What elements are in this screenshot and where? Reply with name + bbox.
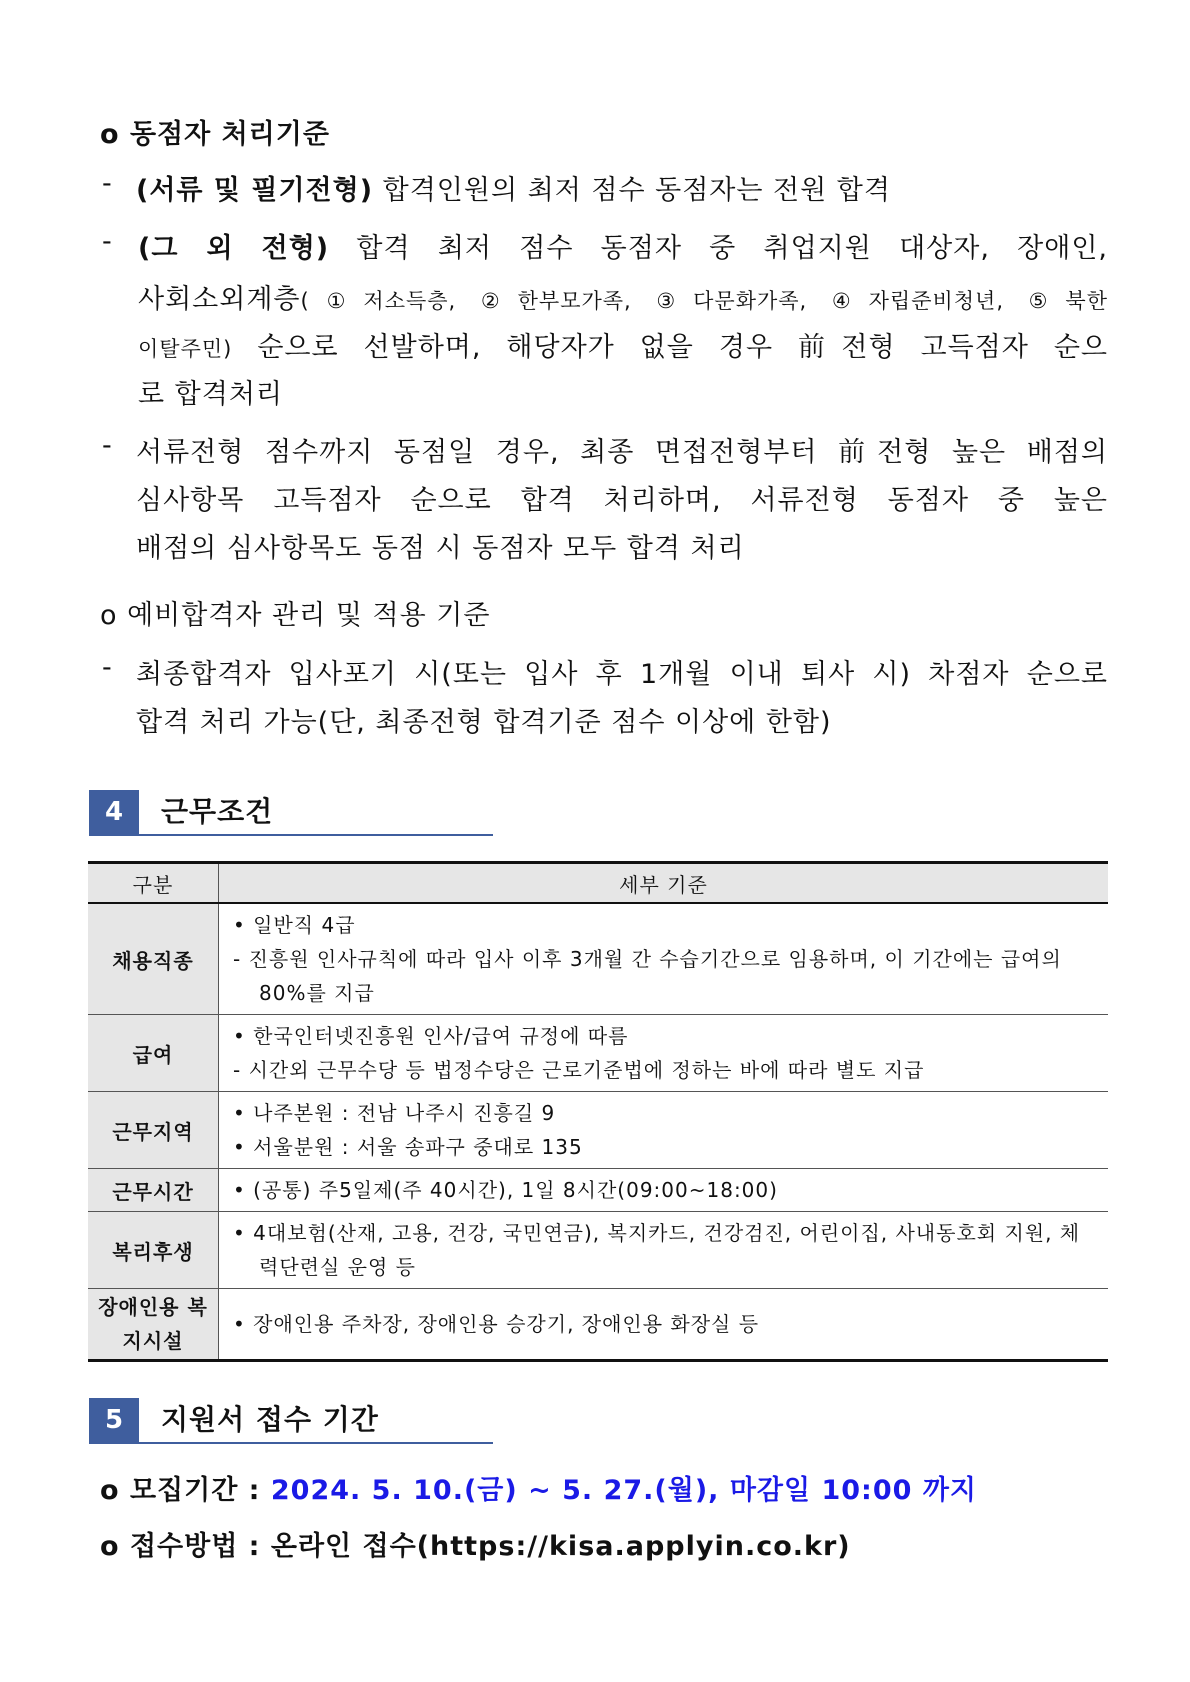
- tie-rule-2-line2: [138, 277, 1108, 316]
- table-row: [88, 903, 1108, 1015]
- row-label: 채용직종: [88, 903, 219, 1015]
- row-line: - 진흥원 인사규칙에 따라 입사 이후 3개월 간 수습기간으로 임용하며, 이 기간에는 급여의 80%를 지급: [233, 947, 1062, 1005]
- period-label: o 모집기간 :: [100, 1475, 271, 1506]
- tie-rule-2-line3: [138, 325, 1108, 364]
- application-method: [100, 1524, 851, 1563]
- row-line: • 한국인터넷진흥원 인사/급여 규정에 따름: [233, 1024, 629, 1048]
- dash-marker: -: [102, 430, 112, 461]
- tie-rule-1-bold: (서류 및 필기전형): [136, 175, 374, 206]
- reserve-line1: 최종합격자 입사포기 시(또는 입사 후 1개월 이내 퇴사 시) 차점자 순으로: [136, 659, 1108, 690]
- row-label: 장애인용 복지시설: [88, 1289, 219, 1361]
- table-row: [88, 1092, 1108, 1169]
- section-underline: [89, 834, 493, 836]
- section-title: 지원서 접수 기간: [161, 1403, 379, 1436]
- row-content: [219, 1289, 1109, 1361]
- dash-marker: -: [102, 226, 112, 257]
- period-value: 2024. 5. 10.(금) ~ 5. 27.(월), 마감일 10:00 까지: [270, 1475, 977, 1506]
- row-line: • 나주본원 : 전남 나주시 진흥길 9: [233, 1101, 556, 1125]
- row-content: [219, 903, 1109, 1015]
- row-content: [219, 1015, 1109, 1092]
- row-label: 복리후생: [88, 1212, 219, 1289]
- row-line: - 시간외 근무수당 등 법정수당은 근로기준법에 정하는 바에 따라 별도 지급: [233, 1058, 925, 1082]
- row-label: 급여: [88, 1015, 219, 1092]
- method-value: 온라인 접수(https://kisa.applyin.co.kr): [270, 1531, 851, 1562]
- row-line: • 장애인용 주차장, 장애인용 승강기, 장애인용 화장실 등: [233, 1312, 760, 1336]
- table-row: [88, 1212, 1108, 1289]
- tie-rule-2-line4: 로 합격처리: [138, 379, 283, 410]
- row-line: • (공통) 주5일제(주 40시간), 1일 8시간(09:00~18:00): [233, 1178, 778, 1202]
- row-content: [219, 1092, 1109, 1169]
- table-row: [88, 1289, 1108, 1361]
- table-row: [88, 1015, 1108, 1092]
- tie-rule-2-bold: (그 외 전형): [138, 233, 330, 264]
- row-label: 근무시간: [88, 1169, 219, 1212]
- application-period: [100, 1468, 977, 1507]
- tie-rule-2-text: 합격 최저 점수 동점자 중 취업지원 대상자, 장애인,: [329, 233, 1108, 264]
- tie-rule-2-line1: [138, 226, 1108, 265]
- dash-marker: -: [102, 168, 112, 199]
- reserve-line2: 합격 처리 가능(단, 최종전형 합격기준 점수 이상에 한함): [136, 707, 832, 738]
- working-conditions-table: [88, 861, 1108, 1362]
- section-title: 근무조건: [161, 795, 274, 828]
- table-row: [88, 1169, 1108, 1212]
- tie-rule-3-line2: 심사항목 고득점자 순으로 합격 처리하며, 서류전형 동점자 중 높은: [136, 485, 1108, 516]
- table-header-category: 구분: [88, 863, 219, 904]
- reserve-title: o 예비합격자 관리 및 적용 기준: [100, 600, 491, 631]
- tie-rule-2-groups-list: (①저소득층, ②한부모가족, ③다문화가족, ④자립준비청년, ⑤북한: [300, 289, 1108, 313]
- dash-marker: -: [102, 652, 112, 683]
- tie-rules-title: o 동점자 처리기준: [100, 119, 330, 150]
- section-number: 5: [89, 1398, 139, 1442]
- tie-rule-3-line1: 서류전형 점수까지 동점일 경우, 최종 면접전형부터 前전형 높은 배점의: [136, 437, 1108, 468]
- row-line: • 일반직 4급: [233, 913, 356, 937]
- tie-rule-2-groups: 사회소외계층: [138, 284, 301, 315]
- row-line: • 서울분원 : 서울 송파구 중대로 135: [233, 1135, 583, 1159]
- tie-rule-2-text-2: 순으로 선발하며, 해당자가 없을 경우 前전형 고득점자 순으: [232, 332, 1108, 363]
- section-underline: [89, 1442, 493, 1444]
- method-label: o 접수방법 :: [100, 1531, 271, 1562]
- row-content: [219, 1212, 1109, 1289]
- section-number: 4: [89, 790, 139, 834]
- tie-rule-2-groups-end: 이탈주민): [138, 337, 233, 361]
- tie-rule-1-text: 합격인원의 최저 점수 동점자는 전원 합격: [373, 175, 891, 206]
- row-content: [219, 1169, 1109, 1212]
- tie-rule-1: [136, 168, 891, 207]
- tie-rule-3-line3: 배점의 심사항목도 동점 시 동점자 모두 합격 처리: [136, 533, 745, 564]
- row-label: 근무지역: [88, 1092, 219, 1169]
- table-header-details: 세부 기준: [219, 863, 1109, 904]
- row-line: • 4대보험(산재, 고용, 건강, 국민연금), 복지카드, 건강검진, 어린이집, 사내동호회 지원, 체력단련실 운영 등: [233, 1221, 1081, 1279]
